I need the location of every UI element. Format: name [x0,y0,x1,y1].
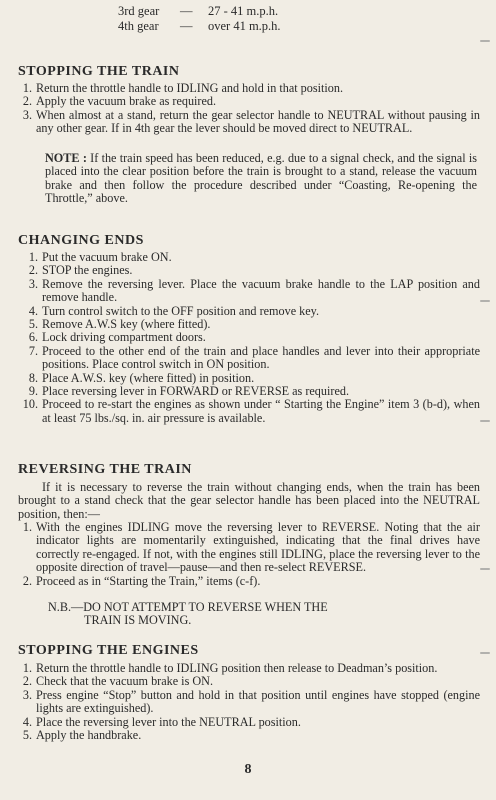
list-item [18,82,480,95]
item-text: Put the vacuum brake ON. [42,250,172,264]
list-item [18,575,480,588]
section-heading-changing-ends: CHANGING ENDS [18,233,144,248]
list-item [18,385,480,398]
list-item [18,345,480,372]
nb-warning [48,601,460,628]
item-number: 1. [28,250,38,264]
item-number: 2. [22,674,32,689]
list-item [18,729,480,742]
margin-mark [480,568,490,570]
section-heading-stopping-engines: STOPPING THE ENGINES [18,643,199,658]
gear-name: 3rd gear [118,4,160,18]
item-number: 3. [22,687,32,702]
item-number: 9. [28,384,38,399]
gear-name: 4th gear [118,19,159,33]
item-text: Return the throttle handle to IDLING and hold in that position. [36,81,344,95]
item-text: Lock driving compartment doors. [42,330,206,345]
margin-mark [480,652,490,654]
stopping-engines-list [18,662,480,742]
list-item [18,521,480,575]
item-number: 6. [28,330,38,345]
item-text: Remove the reversing lever. Place the vacuum brake handle to the LAP position and remove handle. [42,276,480,305]
item-text: Apply the handbrake. [36,728,142,743]
list-item [18,689,480,716]
item-number: 10. [22,397,38,412]
item-text: With the engines IDLING move the reversing lever to REVERSE. Noting that the air indicator lights are momentarily extinguished, indicating that the final drives have correctly re-engaged. If not, with the engines still IDLING, place the reversing lever to the opposite direction of travel—pause—and then re-select REVERSE. [36,520,480,575]
item-text: STOP the engines. [42,263,133,278]
item-number: 4. [22,714,32,729]
reversing-intro: If it is necessary to reverse the train without changing ends, when the train has been brought to a stand check that the gear selector handle has been placed into the NEUTRAL position, then:— [18,480,480,521]
gear-speed: 27 - 41 m.p.h. [208,4,279,18]
item-text: Press engine “Stop” button and hold in that position until engines have stopped (engine lights are extinguished). [36,687,480,716]
item-text: Proceed to the other end of the train and place handles and lever into their appropriate positions. Place control switch in ON position. [42,343,480,372]
list-item [18,372,480,385]
item-number: 5. [22,728,32,743]
margin-mark [480,300,490,302]
note-block [45,152,477,206]
page-number: 8 [244,762,252,777]
nb-line-1: —DO NOT ATTEMPT TO REVERSE WHEN THE [71,600,328,614]
item-number: 1. [22,520,32,534]
item-number: 2. [28,263,38,278]
stopping-train-list [18,82,480,136]
item-number: 1. [22,661,32,675]
reversing-train-list [18,521,480,588]
item-text: Place A.W.S. key (where fitted) in position. [42,370,255,385]
list-item [18,109,480,136]
item-number: 3. [22,107,32,122]
margin-mark [480,40,490,42]
note-text: If the train speed has been reduced, e.g. due to a signal check, and the signal is placed into the clear position before the train is brought to a stand, release the vacuum brake and then follow the procedure described under “Coasting, Re-opening the Throttle,” above. [45,151,477,206]
item-text: Place the reversing lever into the NEUTRAL position. [36,714,301,729]
list-item [18,662,480,675]
gear-dash: — [180,19,193,33]
item-number: 2. [22,94,32,109]
section-heading-stopping-train: STOPPING THE TRAIN [18,64,180,79]
gear-row [118,4,281,19]
list-item [18,305,480,318]
item-text: Apply the vacuum brake as required. [36,94,217,109]
list-item [18,331,480,344]
section-heading-reversing-train: REVERSING THE TRAIN [18,462,192,477]
list-item [18,675,480,688]
item-number: 7. [28,343,38,358]
margin-mark [480,420,490,422]
gear-speed: over 41 m.p.h. [208,19,281,33]
item-number: 3. [28,276,38,291]
list-item [18,716,480,729]
gear-dash: — [180,4,193,18]
gear-speed-table [118,4,281,34]
item-text: Turn control switch to the OFF position and remove key. [42,303,320,318]
list-item [18,278,480,305]
item-number: 4. [28,303,38,318]
list-item [18,264,480,277]
item-text: When almost at a stand, return the gear selector handle to NEUTRAL without pausing in any other gear. If in 4th gear the lever should be moved direct to NEUTRAL. [36,107,480,136]
item-number: 1. [22,81,32,95]
item-text: Remove A.W.S key (where fitted). [42,317,211,332]
item-number: 5. [28,317,38,332]
list-item [18,251,480,264]
item-text: Check that the vacuum brake is ON. [36,674,214,689]
item-text: Return the throttle handle to IDLING position then release to Deadman’s position. [36,661,438,675]
list-item [18,95,480,108]
item-text: Place reversing lever in FORWARD or REVERSE as required. [42,384,349,399]
item-number: 8. [28,370,38,385]
gear-row [118,19,281,34]
list-item [18,398,480,425]
changing-ends-list [18,251,480,425]
item-text: Proceed to re-start the engines as shown under “ Starting the Engine” item 3 (b-d), when at least 75 lbs./sq. in. air pressure is available. [42,397,480,425]
nb-line-2: TRAIN IS MOVING. [84,613,192,628]
item-number: 2. [22,573,32,588]
item-text: Proceed as in “Starting the Train,” items (c-f). [36,573,261,588]
list-item [18,318,480,331]
note-label: NOTE : [45,151,87,165]
nb-label: N.B. [48,600,72,614]
